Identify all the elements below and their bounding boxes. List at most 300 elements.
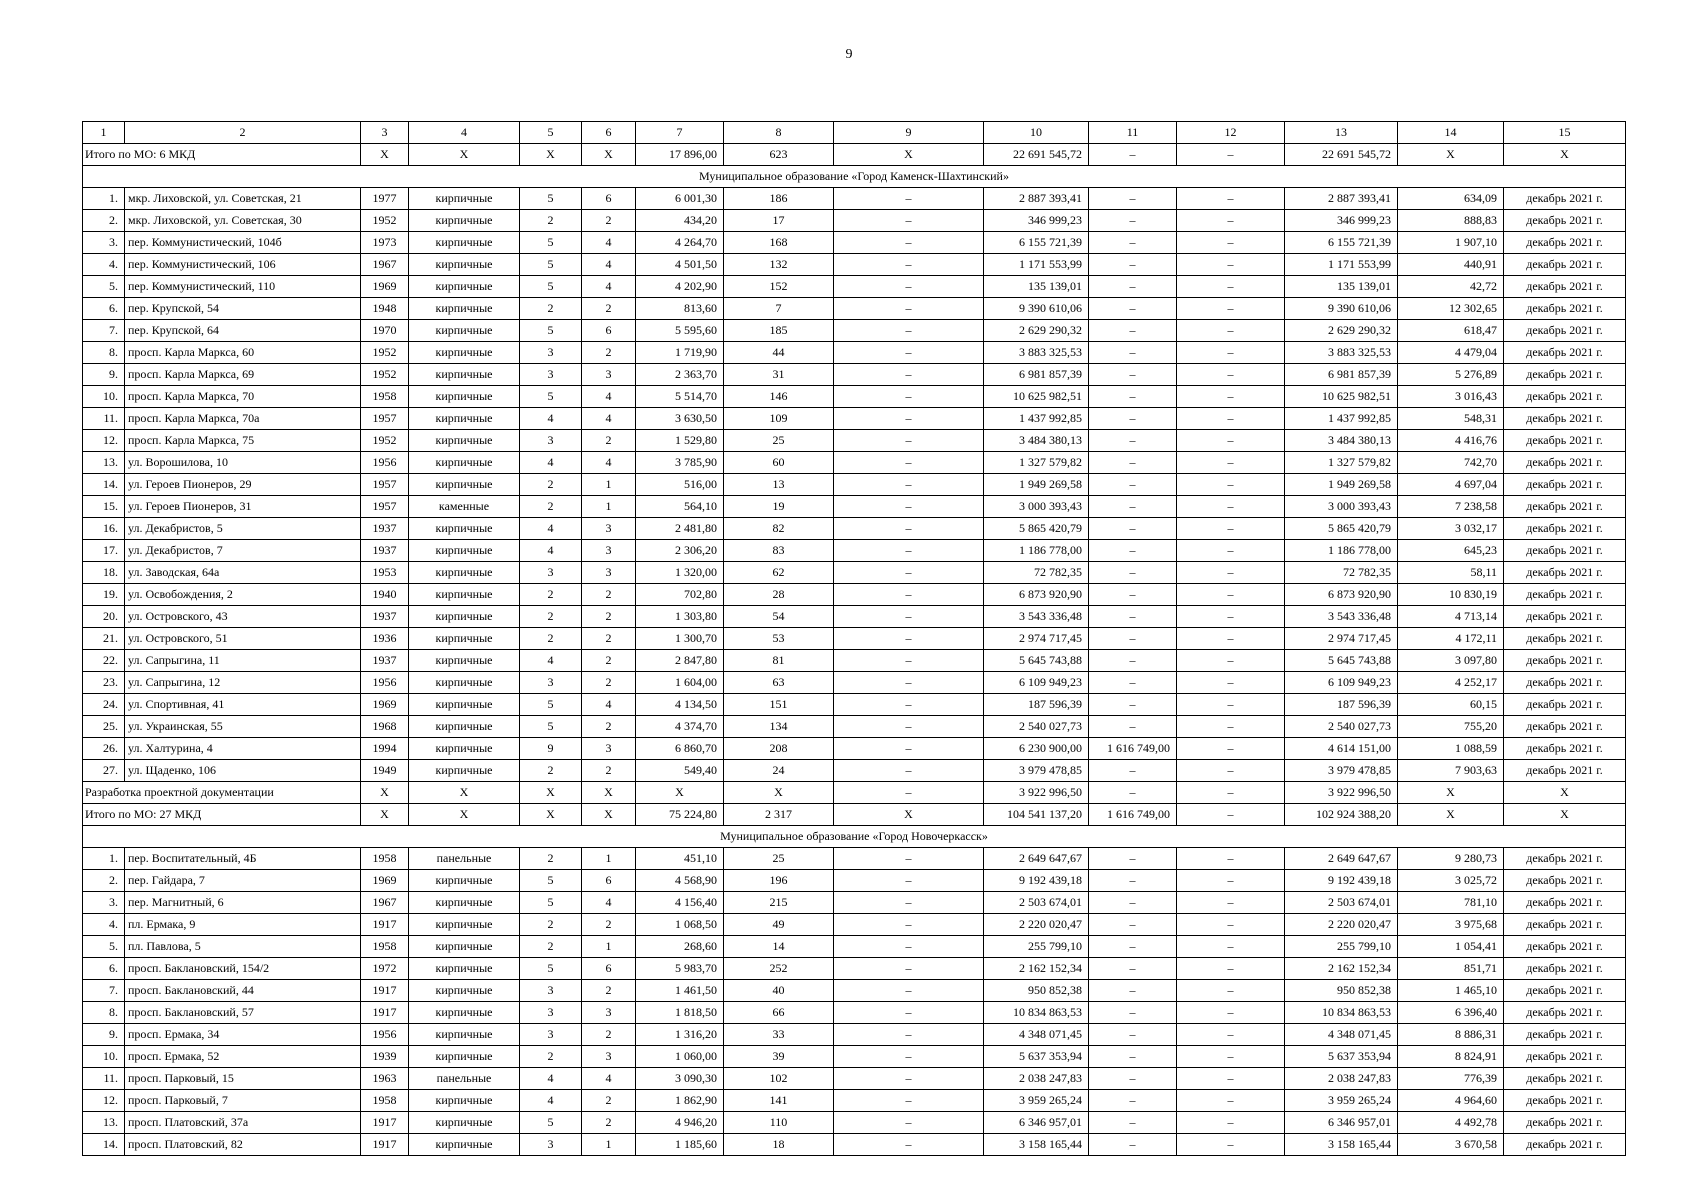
summary-cell: X	[520, 804, 582, 826]
table-cell: 3	[520, 1134, 582, 1156]
page-number: 9	[845, 47, 853, 62]
table-row	[83, 386, 1626, 408]
table-cell: –	[1177, 562, 1285, 584]
table-row	[83, 672, 1626, 694]
table-row	[83, 1046, 1626, 1068]
column-number-cell: 5	[520, 122, 582, 144]
table-cell: –	[1177, 518, 1285, 540]
table-row	[83, 496, 1626, 518]
table-cell: просп. Баклановский, 154/2	[125, 958, 361, 980]
table-cell: 60,15	[1398, 694, 1504, 716]
table-cell: 776,39	[1398, 1068, 1504, 1090]
summary-cell: –	[1089, 144, 1177, 166]
table-cell: 6	[582, 870, 636, 892]
table-cell: 1 316,20	[636, 1024, 724, 1046]
table-cell: 81	[724, 650, 834, 672]
table-cell: –	[1089, 694, 1177, 716]
table-cell: 5	[520, 694, 582, 716]
table-cell: 10 625 982,51	[984, 386, 1089, 408]
table-cell: 17	[724, 210, 834, 232]
summary-cell: X	[582, 804, 636, 826]
summary-label: Итого по МО: 6 МКД	[83, 144, 361, 166]
table-cell: 4 252,17	[1398, 672, 1504, 694]
summary-cell: X	[1398, 782, 1504, 804]
table-cell: –	[834, 958, 984, 980]
table-cell: 5 637 353,94	[984, 1046, 1089, 1068]
table-cell: 2	[520, 496, 582, 518]
table-cell: 185	[724, 320, 834, 342]
table-cell: 2	[520, 1046, 582, 1068]
table-cell: 10.	[83, 386, 125, 408]
table-cell: 1 060,00	[636, 1046, 724, 1068]
table-cell: 83	[724, 540, 834, 562]
table-cell: 6 230 900,00	[984, 738, 1089, 760]
table-cell: 2	[520, 628, 582, 650]
table-cell: 14	[724, 936, 834, 958]
summary-cell: 22 691 545,72	[984, 144, 1089, 166]
table-cell: 5 637 353,94	[1285, 1046, 1398, 1068]
table-cell: 3 670,58	[1398, 1134, 1504, 1156]
section-title: Муниципальное образование «Город Каменск-Шахтинский»	[83, 166, 1626, 188]
table-cell: –	[834, 584, 984, 606]
table-cell: 141	[724, 1090, 834, 1112]
table-cell: –	[1089, 1112, 1177, 1134]
table-cell: 6 873 920,90	[1285, 584, 1398, 606]
table-cell: 208	[724, 738, 834, 760]
table-cell: –	[1089, 914, 1177, 936]
table-cell: 645,23	[1398, 540, 1504, 562]
table-row	[83, 1112, 1626, 1134]
table-cell: кирпичные	[409, 980, 520, 1002]
table-cell: –	[834, 848, 984, 870]
table-cell: 2	[582, 914, 636, 936]
table-cell: декабрь 2021 г.	[1504, 342, 1626, 364]
table-cell: декабрь 2021 г.	[1504, 452, 1626, 474]
table-cell: –	[1177, 958, 1285, 980]
table-cell: –	[1089, 1024, 1177, 1046]
table-cell: 1 719,90	[636, 342, 724, 364]
table-cell: 2 974 717,45	[1285, 628, 1398, 650]
table-cell: 2	[520, 584, 582, 606]
table-cell: –	[1089, 562, 1177, 584]
table-cell: –	[1177, 540, 1285, 562]
table-cell: –	[1089, 584, 1177, 606]
table-cell: 10 625 982,51	[1285, 386, 1398, 408]
summary-cell: X	[834, 804, 984, 826]
table-cell: 1 907,10	[1398, 232, 1504, 254]
table-cell: 1	[582, 496, 636, 518]
table-cell: 62	[724, 562, 834, 584]
table-cell: 1969	[361, 276, 409, 298]
table-cell: 14.	[83, 474, 125, 496]
table-cell: 2 363,70	[636, 364, 724, 386]
table-cell: –	[1177, 980, 1285, 1002]
table-cell: 1958	[361, 1090, 409, 1112]
table-cell: 3	[582, 540, 636, 562]
summary-cell: X	[834, 144, 984, 166]
table-cell: панельные	[409, 1068, 520, 1090]
table-row	[83, 188, 1626, 210]
summary-cell: –	[1177, 804, 1285, 826]
table-cell: 634,09	[1398, 188, 1504, 210]
table-cell: –	[834, 914, 984, 936]
table-cell: –	[1089, 1046, 1177, 1068]
table-cell: просп. Ермака, 34	[125, 1024, 361, 1046]
table-cell: –	[834, 254, 984, 276]
table-cell: –	[1177, 672, 1285, 694]
table-cell: 39	[724, 1046, 834, 1068]
table-row	[83, 914, 1626, 936]
table-cell: 42,72	[1398, 276, 1504, 298]
table-cell: 346 999,23	[1285, 210, 1398, 232]
table-cell: 1952	[361, 430, 409, 452]
table-row	[83, 1090, 1626, 1112]
table-cell: декабрь 2021 г.	[1504, 276, 1626, 298]
table-row	[83, 320, 1626, 342]
table-cell: декабрь 2021 г.	[1504, 210, 1626, 232]
summary-cell: –	[1089, 782, 1177, 804]
table-cell: 6 873 920,90	[984, 584, 1089, 606]
table-cell: 3 090,30	[636, 1068, 724, 1090]
table-row	[83, 1134, 1626, 1156]
table-cell: 3 097,80	[1398, 650, 1504, 672]
table-cell: декабрь 2021 г.	[1504, 188, 1626, 210]
table-cell: 63	[724, 672, 834, 694]
table-cell: –	[1177, 694, 1285, 716]
table-cell: –	[834, 1024, 984, 1046]
table-cell: –	[834, 276, 984, 298]
table-cell: 6	[582, 958, 636, 980]
table-cell: 5	[520, 1112, 582, 1134]
table-cell: 3 025,72	[1398, 870, 1504, 892]
table-cell: 516,00	[636, 474, 724, 496]
table-cell: 135 139,01	[1285, 276, 1398, 298]
table-cell: 4	[520, 650, 582, 672]
table-cell: 7 238,58	[1398, 496, 1504, 518]
table-cell: –	[834, 364, 984, 386]
table-cell: 9 192 439,18	[1285, 870, 1398, 892]
column-number-cell: 12	[1177, 122, 1285, 144]
table-cell: 9 390 610,06	[984, 298, 1089, 320]
table-cell: 1953	[361, 562, 409, 584]
table-cell: –	[1089, 848, 1177, 870]
table-cell: кирпичные	[409, 518, 520, 540]
table-cell: –	[1177, 496, 1285, 518]
table-cell: 4	[520, 540, 582, 562]
summary-cell: 104 541 137,20	[984, 804, 1089, 826]
table-cell: 18	[724, 1134, 834, 1156]
table-cell: –	[1177, 408, 1285, 430]
table-cell: кирпичные	[409, 650, 520, 672]
table-cell: –	[834, 1134, 984, 1156]
table-cell: –	[1089, 716, 1177, 738]
table-cell: 8.	[83, 342, 125, 364]
table-cell: –	[1177, 188, 1285, 210]
table-cell: –	[1089, 958, 1177, 980]
table-cell: 5	[520, 892, 582, 914]
table-cell: –	[1089, 518, 1177, 540]
table-cell: 27.	[83, 760, 125, 782]
table-cell: –	[1177, 716, 1285, 738]
table-cell: 4	[582, 1068, 636, 1090]
table-cell: 1 818,50	[636, 1002, 724, 1024]
summary-cell: 3 922 996,50	[984, 782, 1089, 804]
table-row	[83, 936, 1626, 958]
table-cell: 3	[582, 738, 636, 760]
table-cell: 2	[582, 716, 636, 738]
table-cell: –	[834, 1046, 984, 1068]
table-cell: 813,60	[636, 298, 724, 320]
table-cell: ул. Спортивная, 41	[125, 694, 361, 716]
table-cell: 4	[582, 276, 636, 298]
summary-cell: X	[1398, 804, 1504, 826]
table-cell: 3 000 393,43	[984, 496, 1089, 518]
table-cell: 19	[724, 496, 834, 518]
table-cell: декабрь 2021 г.	[1504, 430, 1626, 452]
table-cell: 3 484 380,13	[1285, 430, 1398, 452]
table-row	[83, 452, 1626, 474]
table-cell: 2.	[83, 210, 125, 232]
table-cell: декабрь 2021 г.	[1504, 364, 1626, 386]
table-cell: 1.	[83, 188, 125, 210]
table-cell: –	[834, 716, 984, 738]
table-cell: –	[834, 496, 984, 518]
table-cell: 3 979 478,85	[984, 760, 1089, 782]
table-cell: 28	[724, 584, 834, 606]
table-cell: 1 300,70	[636, 628, 724, 650]
table-cell: просп. Платовский, 82	[125, 1134, 361, 1156]
table-row	[83, 584, 1626, 606]
table-cell: 2 540 027,73	[1285, 716, 1398, 738]
table-row	[83, 1024, 1626, 1046]
table-cell: 781,10	[1398, 892, 1504, 914]
table-cell: декабрь 2021 г.	[1504, 738, 1626, 760]
table-cell: 1969	[361, 694, 409, 716]
table-cell: 2	[582, 210, 636, 232]
table-cell: –	[1177, 914, 1285, 936]
table-cell: декабрь 2021 г.	[1504, 628, 1626, 650]
table-cell: 60	[724, 452, 834, 474]
table-cell: 1 949 269,58	[984, 474, 1089, 496]
table-cell: 1972	[361, 958, 409, 980]
table-cell: 255 799,10	[1285, 936, 1398, 958]
table-cell: 8 824,91	[1398, 1046, 1504, 1068]
table-cell: кирпичные	[409, 320, 520, 342]
table-cell: 5	[520, 232, 582, 254]
table-cell: 5.	[83, 276, 125, 298]
table-cell: 1 437 992,85	[1285, 408, 1398, 430]
table-cell: кирпичные	[409, 694, 520, 716]
table-cell: декабрь 2021 г.	[1504, 672, 1626, 694]
table-cell: декабрь 2021 г.	[1504, 320, 1626, 342]
table-cell: 24	[724, 760, 834, 782]
table-row	[83, 738, 1626, 760]
table-cell: 4.	[83, 254, 125, 276]
table-cell: декабрь 2021 г.	[1504, 1068, 1626, 1090]
table-cell: пер. Коммунистический, 110	[125, 276, 361, 298]
table-cell: –	[1177, 364, 1285, 386]
table-cell: 33	[724, 1024, 834, 1046]
table-cell: 2	[520, 298, 582, 320]
table-cell: 4 479,04	[1398, 342, 1504, 364]
table-cell: –	[834, 628, 984, 650]
table-cell: 3	[520, 430, 582, 452]
summary-cell: X	[361, 804, 409, 826]
table-cell: 72 782,35	[984, 562, 1089, 584]
table-cell: 1958	[361, 848, 409, 870]
summary-cell: X	[1398, 144, 1504, 166]
table-cell: 2 306,20	[636, 540, 724, 562]
table-cell: декабрь 2021 г.	[1504, 716, 1626, 738]
table-cell: 1 185,60	[636, 1134, 724, 1156]
table-cell: 1917	[361, 1112, 409, 1134]
table-cell: 1968	[361, 716, 409, 738]
table-cell: кирпичные	[409, 298, 520, 320]
table-cell: 4 697,04	[1398, 474, 1504, 496]
table-cell: 5 595,60	[636, 320, 724, 342]
table-cell: 2	[582, 980, 636, 1002]
table-cell: –	[1089, 320, 1177, 342]
table-cell: 1 437 992,85	[984, 408, 1089, 430]
summary-cell: 75 224,80	[636, 804, 724, 826]
table-cell: –	[1177, 474, 1285, 496]
table-cell: –	[1089, 1002, 1177, 1024]
table-cell: кирпичные	[409, 254, 520, 276]
table-cell: 4	[520, 1090, 582, 1112]
table-cell: 3 883 325,53	[984, 342, 1089, 364]
table-cell: 40	[724, 980, 834, 1002]
table-row	[83, 562, 1626, 584]
table-row	[83, 870, 1626, 892]
table-cell: 82	[724, 518, 834, 540]
table-cell: 1	[582, 848, 636, 870]
summary-cell: 623	[724, 144, 834, 166]
summary-cell: 22 691 545,72	[1285, 144, 1398, 166]
table-cell: –	[1177, 1112, 1285, 1134]
table-cell: ул. Ворошилова, 10	[125, 452, 361, 474]
table-cell: кирпичные	[409, 408, 520, 430]
table-row	[83, 298, 1626, 320]
table-cell: 4 348 071,45	[984, 1024, 1089, 1046]
table-cell: 4 946,20	[636, 1112, 724, 1134]
table-cell: 2	[582, 606, 636, 628]
table-cell: –	[834, 540, 984, 562]
table-cell: 22.	[83, 650, 125, 672]
table-cell: 109	[724, 408, 834, 430]
table-cell: –	[834, 298, 984, 320]
table-cell: 9 280,73	[1398, 848, 1504, 870]
table-cell: пер. Крупской, 64	[125, 320, 361, 342]
table-cell: 4	[520, 452, 582, 474]
table-cell: 4	[520, 1068, 582, 1090]
table-cell: 25	[724, 430, 834, 452]
table-cell: 2 038 247,83	[984, 1068, 1089, 1090]
table-cell: 4 501,50	[636, 254, 724, 276]
table-cell: 1949	[361, 760, 409, 782]
table-cell: пер. Крупской, 54	[125, 298, 361, 320]
table-cell: 3	[520, 980, 582, 1002]
table-row	[83, 1002, 1626, 1024]
table-cell: –	[1089, 342, 1177, 364]
table-cell: 1969	[361, 870, 409, 892]
table-cell: 5	[520, 958, 582, 980]
table-cell: просп. Парковый, 15	[125, 1068, 361, 1090]
table-cell: 6 109 949,23	[984, 672, 1089, 694]
table-cell: –	[1177, 386, 1285, 408]
table-cell: 1 054,41	[1398, 936, 1504, 958]
table-cell: 3 543 336,48	[984, 606, 1089, 628]
table-cell: декабрь 2021 г.	[1504, 892, 1626, 914]
table-cell: 950 852,38	[1285, 980, 1398, 1002]
table-cell: 6 981 857,39	[1285, 364, 1398, 386]
table-cell: –	[1089, 210, 1177, 232]
table-cell: 54	[724, 606, 834, 628]
table-cell: 3	[520, 562, 582, 584]
table-cell: декабрь 2021 г.	[1504, 474, 1626, 496]
table-row	[83, 254, 1626, 276]
table-cell: 25.	[83, 716, 125, 738]
column-number-cell: 6	[582, 122, 636, 144]
table-cell: ул. Щаденко, 106	[125, 760, 361, 782]
table-cell: 9.	[83, 1024, 125, 1046]
table-cell: 20.	[83, 606, 125, 628]
table-cell: 3	[520, 1002, 582, 1024]
table-cell: 12.	[83, 430, 125, 452]
table-cell: 3 785,90	[636, 452, 724, 474]
table-cell: 15.	[83, 496, 125, 518]
table-cell: ул. Декабристов, 5	[125, 518, 361, 540]
table-cell: 5	[520, 386, 582, 408]
table-cell: 1958	[361, 936, 409, 958]
summary-cell: 17 896,00	[636, 144, 724, 166]
section-header-row	[83, 826, 1626, 848]
table-cell: кирпичные	[409, 386, 520, 408]
table-row	[83, 518, 1626, 540]
table-row	[83, 364, 1626, 386]
table-cell: 25	[724, 848, 834, 870]
summary-cell: –	[1177, 144, 1285, 166]
table-cell: просп. Карла Маркса, 70	[125, 386, 361, 408]
table-cell: 4.	[83, 914, 125, 936]
table-cell: кирпичные	[409, 1112, 520, 1134]
table-cell: 1 465,10	[1398, 980, 1504, 1002]
table-cell: 2	[582, 1112, 636, 1134]
table-cell: 17.	[83, 540, 125, 562]
table-cell: 4 374,70	[636, 716, 724, 738]
table-cell: декабрь 2021 г.	[1504, 1134, 1626, 1156]
table-cell: 196	[724, 870, 834, 892]
table-cell: 24.	[83, 694, 125, 716]
table-cell: 1956	[361, 1024, 409, 1046]
table-cell: 1	[582, 936, 636, 958]
table-cell: –	[1177, 1134, 1285, 1156]
table-cell: ул. Сапрыгина, 11	[125, 650, 361, 672]
table-cell: кирпичные	[409, 540, 520, 562]
table-row	[83, 1068, 1626, 1090]
table-cell: –	[834, 474, 984, 496]
table-cell: 3 883 325,53	[1285, 342, 1398, 364]
table-cell: 1956	[361, 672, 409, 694]
table-cell: 9	[520, 738, 582, 760]
table-cell: кирпичные	[409, 892, 520, 914]
table-cell: декабрь 2021 г.	[1504, 562, 1626, 584]
table-cell: пл. Павлова, 5	[125, 936, 361, 958]
table-cell: кирпичные	[409, 188, 520, 210]
table-cell: 187 596,39	[1285, 694, 1398, 716]
table-cell: 1	[582, 1134, 636, 1156]
table-cell: кирпичные	[409, 364, 520, 386]
table-cell: –	[1177, 892, 1285, 914]
